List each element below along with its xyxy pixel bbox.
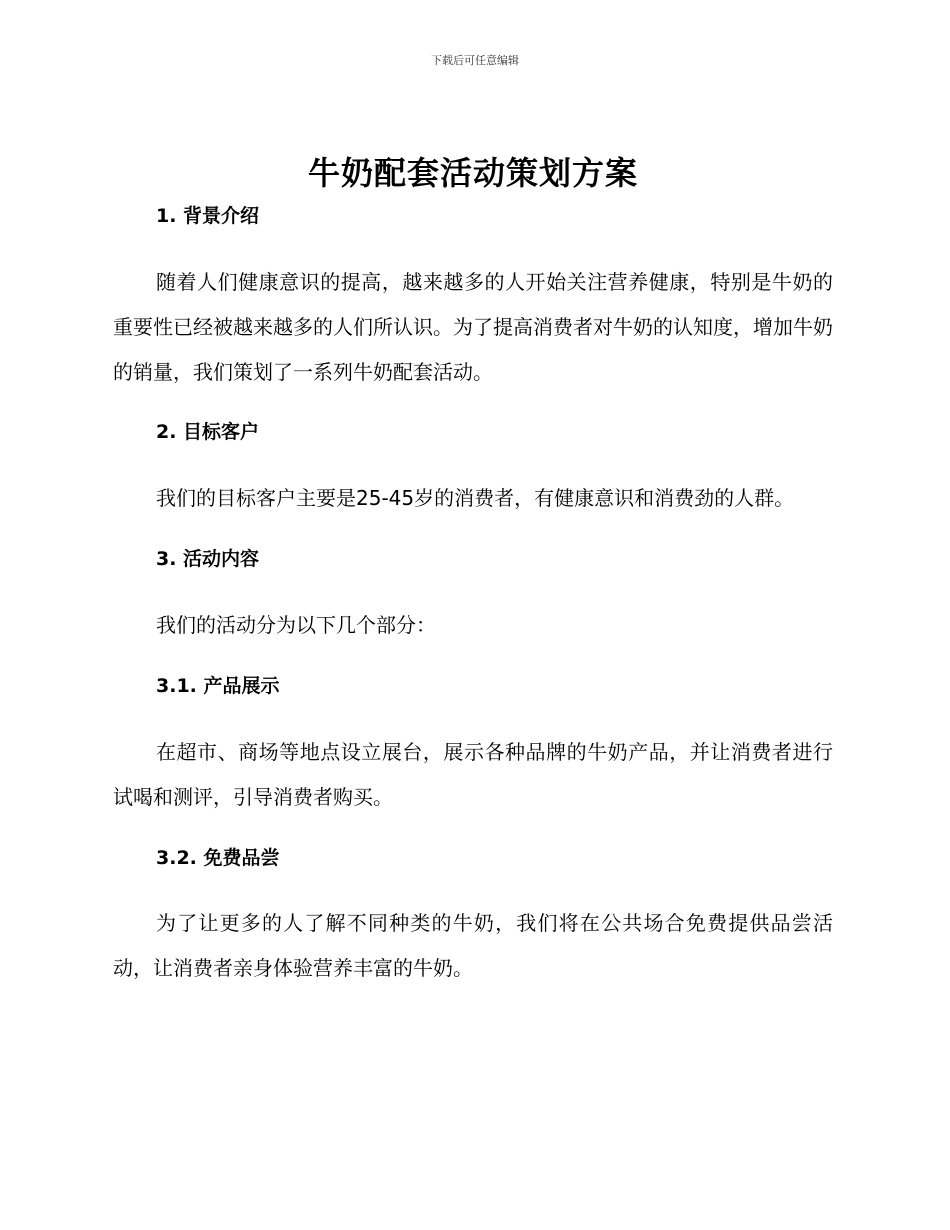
header-note: 下载后可任意编辑 <box>431 54 519 67</box>
section-paragraph-background: 随着人们健康意识的提高，越来越多的人开始关注营养健康，特别是牛奶的重要性已经被越来越多的人们所认识。为了提高消费者对牛奶的认知度，增加牛奶的销量，我们策划了一系列牛奶配套活动。 <box>113 270 833 384</box>
section-heading-background: 1. 背景介绍 <box>156 205 260 227</box>
section-paragraph-product-display: 在超市、商场等地点设立展台，展示各种品牌的牛奶产品，并让消费者进行试喝和测评，引导消费者购买。 <box>113 740 833 809</box>
section-paragraph-target-customers: 我们的目标客户主要是25-45岁的消费者，有健康意识和消费劲的人群。 <box>156 486 795 510</box>
section-paragraph-free-tasting: 为了让更多的人了解不同种类的牛奶，我们将在公共场合免费提供品尝活动，让消费者亲身体验营养丰富的牛奶。 <box>113 911 833 980</box>
section-heading-activity-content: 3. 活动内容 <box>156 548 260 570</box>
section-paragraph-activity-content: 我们的活动分为以下几个部分： <box>156 613 436 637</box>
section-heading-target-customers: 2. 目标客户 <box>156 421 260 443</box>
document-body <box>113 150 833 991</box>
document-title: 牛奶配套活动策划方案 <box>307 154 638 192</box>
section-heading-product-display: 3.1. 产品展示 <box>156 675 280 697</box>
section-heading-free-tasting: 3.2. 免费品尝 <box>156 847 280 869</box>
